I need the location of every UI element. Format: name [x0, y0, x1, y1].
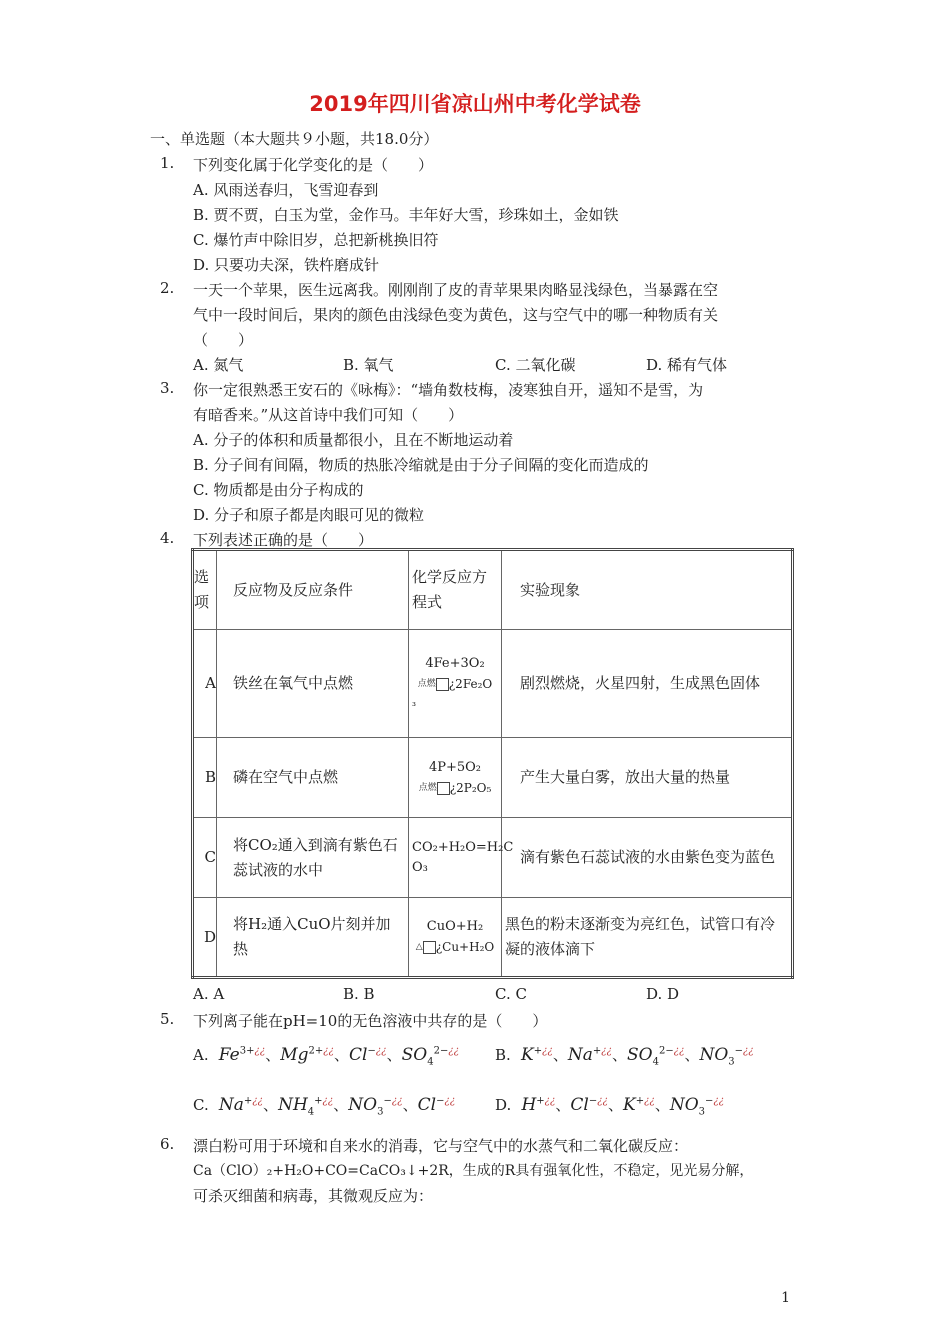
q1-option-c: C. 爆竹声中除旧岁，总把新桃换旧符 [193, 231, 439, 249]
q3-option-a: A. 分子的体积和质量都很小，且在不断地运动着 [193, 431, 514, 449]
q4-option-d: D. D [646, 985, 680, 1003]
q4-number: 4. [160, 529, 175, 547]
row-d-equation [409, 898, 502, 978]
row-b-equation [409, 738, 502, 818]
q6-number: 6. [160, 1135, 175, 1153]
row-d-condition: 将H₂通入CuO片刻并加热 [217, 898, 409, 978]
q3-stem-line1: 你一定很熟悉王安石的《咏梅》：“墙角数枝梅，凌寒独自开，遥知不是雪，为 [193, 381, 704, 399]
q1-option-a: A. 风雨送春归，飞雪迎春到 [193, 181, 379, 199]
row-b-condition: 磷在空气中点燃 [217, 738, 409, 818]
ion-cl: Cl−¿¿ [570, 1095, 608, 1115]
row-a-eq-tail: ₃ [412, 697, 417, 709]
q2-option-c: C. 二氧化碳 [495, 356, 576, 374]
header-reactants: 反应物及反应条件 [217, 550, 409, 630]
q2-stem-line1: 一天一个苹果，医生远离我。刚刚削了皮的青苹果果肉略显浅绿色，当暴露在空 [193, 281, 719, 299]
row-a-eq-cond: 点燃 [417, 678, 436, 689]
row-d-option: D [193, 898, 217, 978]
q1-option-b: B. 贾不贾，白玉为堂，金作马。丰年好大雪，珍珠如土，金如铁 [193, 206, 619, 224]
row-b-eq-cond: 点燃 [418, 782, 437, 793]
q6-line3: 可杀灭细菌和病毒，其微观反应为： [193, 1187, 434, 1205]
placeholder-box-icon [437, 782, 450, 795]
ion-mg2: $Mg^{2+¿¿}$ [280, 1045, 335, 1065]
q5-stem: 下列离子能在pH=10的无色溶液中共存的是（ ） [193, 1012, 548, 1030]
q5-number: 5. [160, 1010, 175, 1028]
row-a-eq-top: 4Fe+3O₂ [425, 655, 485, 671]
q3-option-c: C. 物质都是由分子构成的 [193, 481, 364, 499]
ion-so4: $SO_4^{2-¿¿}$ [401, 1045, 460, 1068]
row-c-eq-mid: O₃ [412, 859, 428, 875]
row-c-eq-top: CO₂+H₂O=H₂C [412, 839, 514, 855]
q6-line1: 漂白粉可用于环境和自来水的消毒，它与空气中的水蒸气和二氧化碳反应： [193, 1137, 689, 1155]
header-option: 选项 [193, 550, 217, 630]
ion-cl: Cl−¿¿ [417, 1095, 456, 1115]
ion-nh4: $NH_4^{+¿¿}$ [278, 1095, 334, 1118]
row-d-phenomenon: 黑色的粉末逐渐变为亮红色，试管口有冷凝的液体滴下 [502, 898, 793, 978]
q5-option-c-label: C. [193, 1096, 209, 1114]
ion-cl: Cl−¿¿ [349, 1045, 387, 1065]
q5-option-a: A. $Fe^{3+¿¿}$、$Mg^{2+¿¿}$、Cl−¿¿、$SO_4^{2-¿¿}$ [193, 1045, 460, 1068]
ion-k: K+¿¿ [623, 1095, 655, 1115]
ion-k: K+¿¿ [515, 1045, 553, 1065]
row-a-option: A [193, 630, 217, 738]
q4-option-a: A. A [193, 985, 225, 1003]
ion-no3: $NO_3^{-¿¿}$ [699, 1045, 754, 1068]
q1-number: 1. [160, 154, 175, 172]
header-equation: 化学反应方程式 [409, 550, 502, 630]
q2-stem-line2: 气中一段时间后，果肉的颜色由浅绿色变为黄色，这与空气中的哪一种物质有关 [193, 306, 719, 324]
section-heading: 一、单选题（本大题共９小题，共18.0分） [150, 130, 439, 148]
q5-option-d: D. H+¿¿、Cl−¿¿、K+¿¿、$NO_3^{-¿¿}$ [495, 1095, 725, 1118]
row-d-eq-product: ¿Cu+H₂O [435, 940, 495, 954]
table-header-row [193, 550, 793, 630]
q4-option-c: C. C [495, 985, 527, 1003]
q3-stem-line2: 有暗香来。”从这首诗中我们可知（ ） [193, 406, 464, 424]
q2-option-d: D. 稀有气体 [646, 356, 728, 374]
page-number: 1 [781, 1290, 790, 1306]
row-b-phenomenon: 产生大量白雾，放出大量的热量 [502, 738, 793, 818]
q4-stem: 下列表述正确的是（ ） [193, 531, 374, 549]
row-c-phenomenon: 滴有紫色石蕊试液的水由紫色变为蓝色 [502, 818, 793, 898]
q2-stem-line3: （ ） [193, 331, 254, 349]
q2-number: 2. [160, 279, 175, 297]
ion-no3: $NO_3^{-¿¿}$ [348, 1095, 403, 1118]
table-row [193, 738, 793, 818]
table-row [193, 898, 793, 978]
placeholder-box-icon [423, 941, 436, 954]
q6-line2: Ca（ClO）₂+H₂O+CO=CaCO₃↓+2R，生成的R具有强氧化性，不稳定，见光易分解， [193, 1163, 754, 1179]
ion-so4: $SO_4^{2-¿¿}$ [626, 1045, 685, 1068]
q1-stem: 下列变化属于化学变化的是（ ） [193, 156, 434, 174]
q5-option-b: B. K+¿¿、Na+¿¿、$SO_4^{2-¿¿}$、$NO_3^{-¿¿}$ [495, 1045, 754, 1068]
ion-na: Na+¿¿ [213, 1095, 264, 1115]
q2-option-b: B. 氧气 [343, 356, 394, 374]
q3-number: 3. [160, 379, 175, 397]
row-c-equation [409, 818, 514, 898]
q5-option-c: C. Na+¿¿、$NH_4^{+¿¿}$、$NO_3^{-¿¿}$、Cl−¿¿ [193, 1095, 456, 1118]
q3-option-d: D. 分子和原子都是肉眼可见的微粒 [193, 506, 425, 524]
row-b-option: B [193, 738, 217, 818]
row-a-eq-product: ¿2Fe₂O [448, 676, 493, 691]
q5-option-d-label: D. [495, 1096, 512, 1114]
row-a-phenomenon: 剧烈燃烧，火星四射，生成黑色固体 [502, 630, 793, 738]
q4-option-b: B. B [343, 985, 375, 1003]
q3-option-b: B. 分子间有间隔，物质的热胀冷缩就是由于分子间隔的变化而造成的 [193, 456, 649, 474]
row-c-condition: 将CO₂通入到滴有紫色石蕊试液的水中 [217, 818, 409, 898]
row-c-option: C [193, 818, 217, 898]
q5-option-a-label: A. [193, 1046, 209, 1064]
ion-no3: $NO_3^{-¿¿}$ [669, 1095, 725, 1118]
row-d-eq-top: CuO+H₂ [426, 919, 484, 934]
row-d-eq-cond: △ [415, 942, 423, 952]
ion-fe3: $Fe^{3+¿¿}$ [213, 1045, 266, 1065]
ion-na: Na+¿¿ [567, 1045, 612, 1065]
table-row [193, 818, 793, 898]
q1-option-d: D. 只要功夫深，铁杵磨成针 [193, 256, 380, 274]
q2-option-a: A. 氮气 [193, 356, 244, 374]
row-b-eq-top: 4P+5O₂ [428, 759, 482, 775]
row-b-eq-product: ¿2P₂O₅ [449, 780, 492, 795]
q4-table [191, 548, 794, 979]
page-title: 2019年四川省凉山州中考化学试卷 [309, 92, 641, 116]
row-a-equation [409, 630, 502, 738]
ion-h: H+¿¿ [516, 1095, 556, 1115]
table-row [193, 630, 793, 738]
header-phenomenon: 实验现象 [502, 550, 793, 630]
row-a-condition: 铁丝在氧气中点燃 [217, 630, 409, 738]
q5-option-b-label: B. [495, 1046, 511, 1064]
placeholder-box-icon [436, 678, 449, 691]
